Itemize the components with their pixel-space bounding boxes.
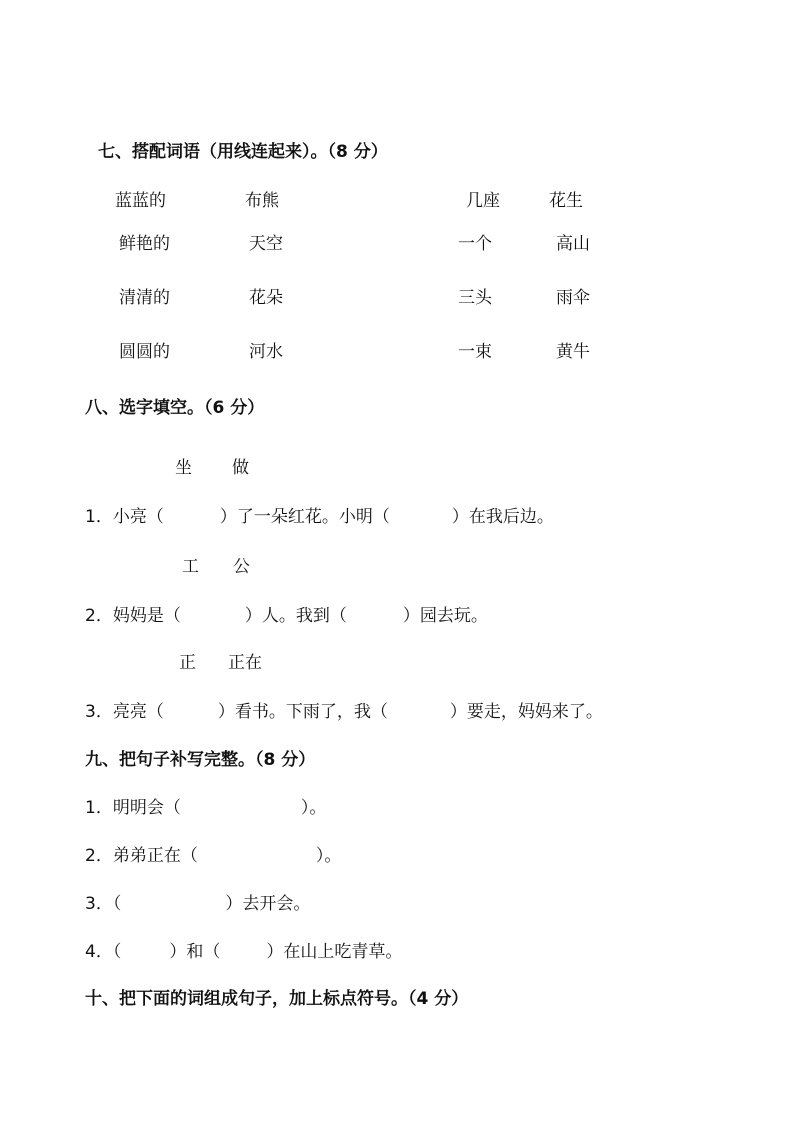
match-right-a-1: 几座 bbox=[466, 191, 500, 211]
q1-option-1: 坐 bbox=[175, 458, 192, 478]
complete-question-1 bbox=[85, 797, 326, 819]
q3-text-before: 3．亮亮（ bbox=[85, 702, 164, 722]
match-left-b-3: 花朵 bbox=[249, 288, 283, 308]
q3-option-2: 正在 bbox=[228, 653, 262, 673]
match-left-a-2: 鲜艳的 bbox=[119, 234, 170, 254]
q3-text-after: ）要走，妈妈来了。 bbox=[449, 702, 603, 722]
q2-text-after: ）园去玩。 bbox=[402, 606, 488, 626]
q1-text-before: 1．小亮（ bbox=[85, 507, 164, 527]
s9-q1-text-before: 1．明明会（ bbox=[85, 798, 181, 818]
match-left-a-4: 圆圆的 bbox=[119, 342, 170, 362]
s9-q4-text-before: 4．（ bbox=[85, 942, 122, 962]
match-left-a-3: 清清的 bbox=[119, 288, 170, 308]
s9-q3-text-before: 3．（ bbox=[85, 894, 122, 914]
match-left-b-4: 河水 bbox=[249, 342, 283, 362]
s9-q1-text-after: ）。 bbox=[300, 798, 327, 818]
complete-question-2 bbox=[85, 845, 341, 867]
q1-option-2: 做 bbox=[232, 458, 249, 478]
complete-question-3 bbox=[85, 893, 310, 915]
section-8-title: 八、选字填空。（6 分） bbox=[85, 398, 265, 418]
section-7-title: 七、搭配词语（用线连起来）。（8 分） bbox=[98, 142, 388, 162]
q2-text-before: 2．妈妈是（ bbox=[85, 606, 181, 626]
match-right-a-4: 一束 bbox=[458, 342, 492, 362]
section-9-title: 九、把句子补写完整。（8 分） bbox=[85, 750, 316, 770]
s9-q4-text-after: ）在山上吃青草。 bbox=[266, 942, 403, 962]
match-right-a-3: 三头 bbox=[458, 288, 492, 308]
match-right-b-2: 高山 bbox=[556, 234, 590, 254]
fill-question-3 bbox=[85, 701, 603, 723]
q1-text-after: ）在我后边。 bbox=[451, 507, 554, 527]
q3-option-1: 正 bbox=[179, 653, 196, 673]
section-10-title: 十、把下面的词组成句子，加上标点符号。（4 分） bbox=[85, 989, 469, 1009]
s9-q2-text-before: 2．弟弟正在（ bbox=[85, 846, 198, 866]
q1-text-mid: ）了一朵红花。小明（ bbox=[219, 507, 390, 527]
match-right-b-1: 花生 bbox=[549, 191, 583, 211]
match-left-b-2: 天空 bbox=[249, 234, 283, 254]
q2-option-2: 公 bbox=[233, 557, 250, 577]
match-right-b-3: 雨伞 bbox=[556, 288, 590, 308]
q3-text-mid: ）看书。下雨了，我（ bbox=[217, 702, 388, 722]
complete-question-4 bbox=[85, 941, 402, 963]
s9-q2-text-after: ）。 bbox=[315, 846, 342, 866]
match-left-b-1: 布熊 bbox=[245, 191, 279, 211]
fill-question-1 bbox=[85, 506, 554, 528]
q2-option-1: 工 bbox=[182, 557, 199, 577]
s9-q3-text-after: ）去开会。 bbox=[225, 894, 311, 914]
match-right-a-2: 一个 bbox=[458, 234, 492, 254]
s9-q4-text-mid: ）和（ bbox=[169, 942, 221, 962]
match-left-a-1: 蓝蓝的 bbox=[115, 191, 166, 211]
match-right-b-4: 黄牛 bbox=[556, 342, 590, 362]
fill-question-2 bbox=[85, 605, 488, 627]
q2-text-mid: ）人。我到（ bbox=[244, 606, 347, 626]
